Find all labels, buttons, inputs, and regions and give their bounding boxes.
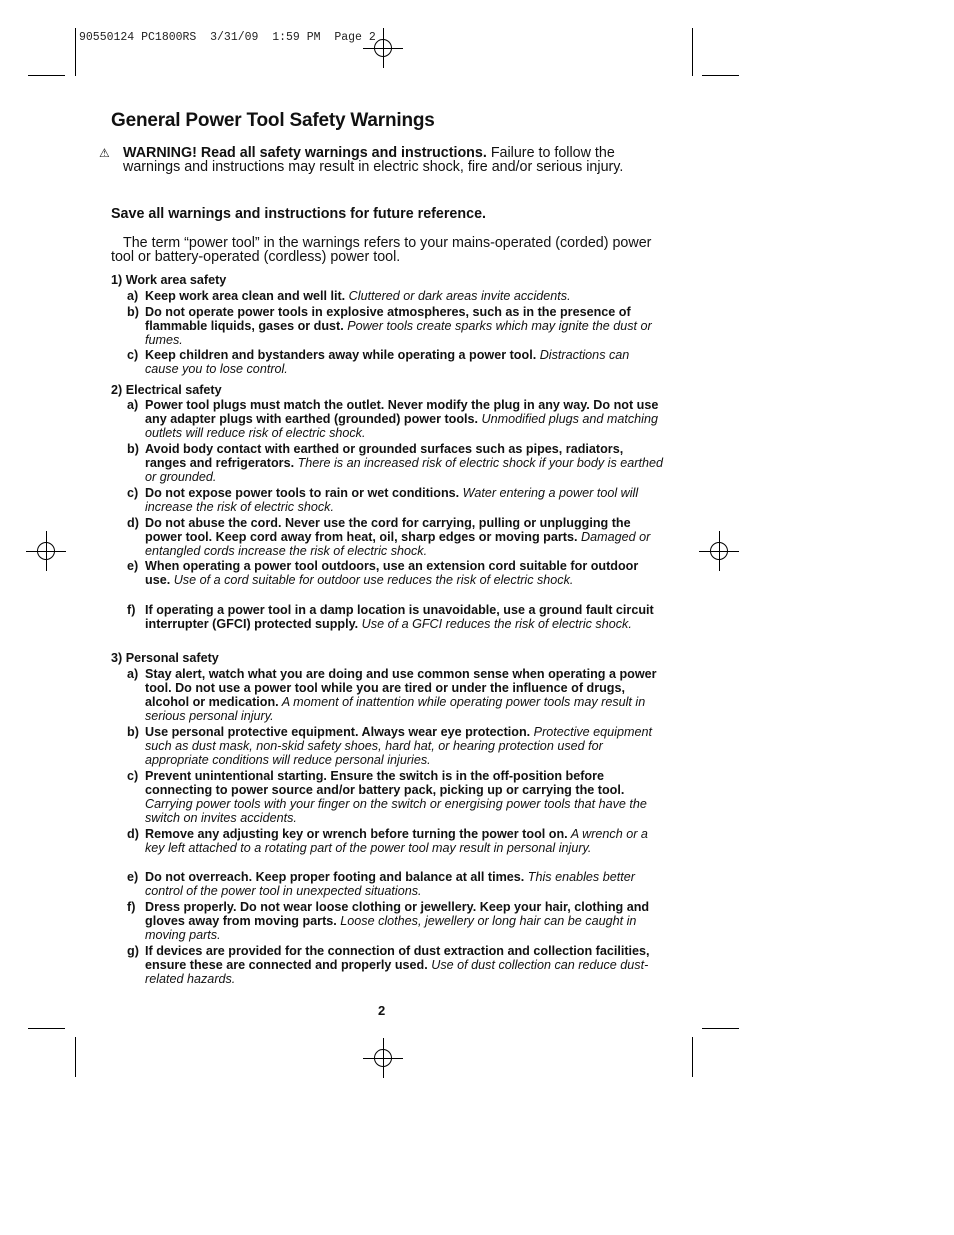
item-label: d) xyxy=(127,827,139,841)
item-label: c) xyxy=(127,348,139,362)
warning-text: Failure to follow the warnings and instructions may result in electric shock, fire and/or serious injury. xyxy=(123,145,624,175)
page-number: 2 xyxy=(378,1003,386,1018)
list-item xyxy=(127,667,663,723)
item-bold: If operating a power tool in a damp location is unavoidable, use a ground fault circuit interrupter (GFCI) protected supply. xyxy=(145,603,654,631)
list-item xyxy=(127,559,663,587)
item-italic: Protective equipment such as dust mask, non-skid safety shoes, hard hat, or hearing protection used for appropriate conditions will reduce personal injuries. xyxy=(145,725,652,767)
crop-mark xyxy=(28,1028,65,1029)
item-bold: Keep work area clean and well lit. xyxy=(145,289,346,303)
item-italic: A moment of inattention while operating power tools may result in serious personal injury. xyxy=(145,695,646,723)
section-title: 3) Personal safety xyxy=(111,651,219,665)
item-italic: This enables better control of the power tool in unexpected situations. xyxy=(145,870,635,898)
item-bold: Keep children and bystanders away while operating a power tool. xyxy=(145,348,537,362)
item-italic: Cluttered or dark areas invite accidents. xyxy=(345,289,571,303)
item-italic: Loose clothes, jewellery or long hair can be caught in moving parts. xyxy=(145,914,637,942)
item-italic: Water entering a power tool will increase the risk of electric shock. xyxy=(145,486,639,514)
item-label: f) xyxy=(127,900,136,914)
list-item xyxy=(127,725,663,767)
item-italic: Use of a GFCI reduces the risk of electric shock. xyxy=(358,617,632,631)
item-italic: Use of a cord suitable for outdoor use reduces the risk of electric shock. xyxy=(170,573,574,587)
list-item xyxy=(127,827,663,855)
item-bold: Do not expose power tools to rain or wet conditions. xyxy=(145,486,460,500)
item-label: a) xyxy=(127,398,139,412)
term-definition-text: The term “power tool” in the warnings refers to your mains-operated (corded) power tool or battery-operated (cordless) power tool. xyxy=(111,235,652,265)
registration-mark-icon xyxy=(363,28,403,68)
section-title: 2) Electrical safety xyxy=(111,383,222,397)
item-label: b) xyxy=(127,305,139,319)
registration-mark-icon xyxy=(699,531,739,571)
crop-mark xyxy=(75,28,76,76)
item-label: c) xyxy=(127,769,139,783)
item-label: a) xyxy=(127,667,139,681)
item-bold: Dress properly. Do not wear loose clothing or jewellery. Keep your hair, clothing and gloves away from moving parts. xyxy=(145,900,650,928)
list-item xyxy=(127,516,663,558)
crop-mark xyxy=(702,1028,739,1029)
item-label: e) xyxy=(127,559,139,573)
item-label: a) xyxy=(127,289,139,303)
warning-bold: WARNING! Read all safety warnings and instructions. xyxy=(123,145,487,161)
crop-mark xyxy=(692,1037,693,1077)
list-item xyxy=(127,870,663,898)
item-bold: Do not overreach. Keep proper footing and balance at all times. xyxy=(145,870,525,884)
list-item xyxy=(127,305,663,347)
item-bold: Use personal protective equipment. Always wear eye protection. xyxy=(145,725,531,739)
item-italic: A wrench or a key left attached to a rotating part of the power tool may result in personal injury. xyxy=(145,827,648,855)
page-title: General Power Tool Safety Warnings xyxy=(111,110,435,131)
save-instructions-note: Save all warnings and instructions for future reference. xyxy=(111,206,486,222)
registration-mark-icon xyxy=(363,1038,403,1078)
item-bold: Avoid body contact with earthed or grounded surfaces such as pipes, radiators, ranges and refrigerators. xyxy=(145,442,624,470)
item-label: c) xyxy=(127,486,139,500)
list-item xyxy=(127,289,663,303)
crop-mark xyxy=(28,75,65,76)
list-item xyxy=(127,486,663,514)
item-italic: There is an increased risk of electric shock if your body is earthed or grounded. xyxy=(145,456,663,484)
item-italic: Carrying power tools with your finger on the switch or energising power tools that have the switch on invites accidents. xyxy=(145,797,647,825)
print-slug: 90550124 PC1800RS 3/31/09 1:59 PM Page 2 xyxy=(79,31,376,44)
list-item xyxy=(127,900,663,942)
item-bold: Do not operate power tools in explosive atmospheres, such as in the presence of flammable liquids, gases or dust. xyxy=(145,305,631,333)
item-italic: Use of dust collection can reduce dust-related hazards. xyxy=(145,958,649,986)
registration-mark-icon xyxy=(26,531,66,571)
item-label: g) xyxy=(127,944,139,958)
item-bold: If devices are provided for the connection of dust extraction and collection facilities, ensure these are connected and properly used. xyxy=(145,944,650,972)
section-title: 1) Work area safety xyxy=(111,273,227,287)
crop-mark xyxy=(75,1037,76,1077)
warning-paragraph xyxy=(99,145,663,175)
list-item xyxy=(127,603,663,631)
item-bold: Power tool plugs must match the outlet. Never modify the plug in any way. Do not use any adapter plugs with earthed (grounded) power tools. xyxy=(145,398,659,426)
item-label: b) xyxy=(127,442,139,456)
crop-mark xyxy=(702,75,739,76)
item-italic: Unmodified plugs and matching outlets will reduce risk of electric shock. xyxy=(145,412,658,440)
item-italic: Power tools create sparks which may ignite the dust or fumes. xyxy=(145,319,652,347)
item-label: d) xyxy=(127,516,139,530)
item-label: b) xyxy=(127,725,139,739)
list-item xyxy=(127,398,663,440)
term-definition xyxy=(111,236,663,264)
crop-mark xyxy=(692,28,693,76)
item-italic: Damaged or entangled cords increase the risk of electric shock. xyxy=(145,530,651,558)
item-bold: Prevent unintentional starting. Ensure the switch is in the off-position before connecting to power source and/or battery pack, picking up or carrying the tool. xyxy=(145,769,625,797)
warning-triangle-icon: ⚠ xyxy=(99,146,110,160)
list-item xyxy=(127,769,663,825)
item-bold: Remove any adjusting key or wrench before turning the power tool on. xyxy=(145,827,568,841)
item-italic: Distractions can cause you to lose control. xyxy=(145,348,630,376)
item-label: f) xyxy=(127,603,136,617)
list-item xyxy=(127,348,663,376)
item-bold: When operating a power tool outdoors, use an extension cord suitable for outdoor use. xyxy=(145,559,639,587)
item-bold: Do not abuse the cord. Never use the cord for carrying, pulling or unplugging the power tool. Keep cord away from heat, oil, sharp edges or moving parts. xyxy=(145,516,631,544)
list-item xyxy=(127,944,663,986)
item-bold: Stay alert, watch what you are doing and use common sense when operating a power tool. Do not use a power tool while you are tired or under the influence of drugs, alcohol or medication. xyxy=(145,667,657,709)
item-label: e) xyxy=(127,870,139,884)
list-item xyxy=(127,442,663,484)
